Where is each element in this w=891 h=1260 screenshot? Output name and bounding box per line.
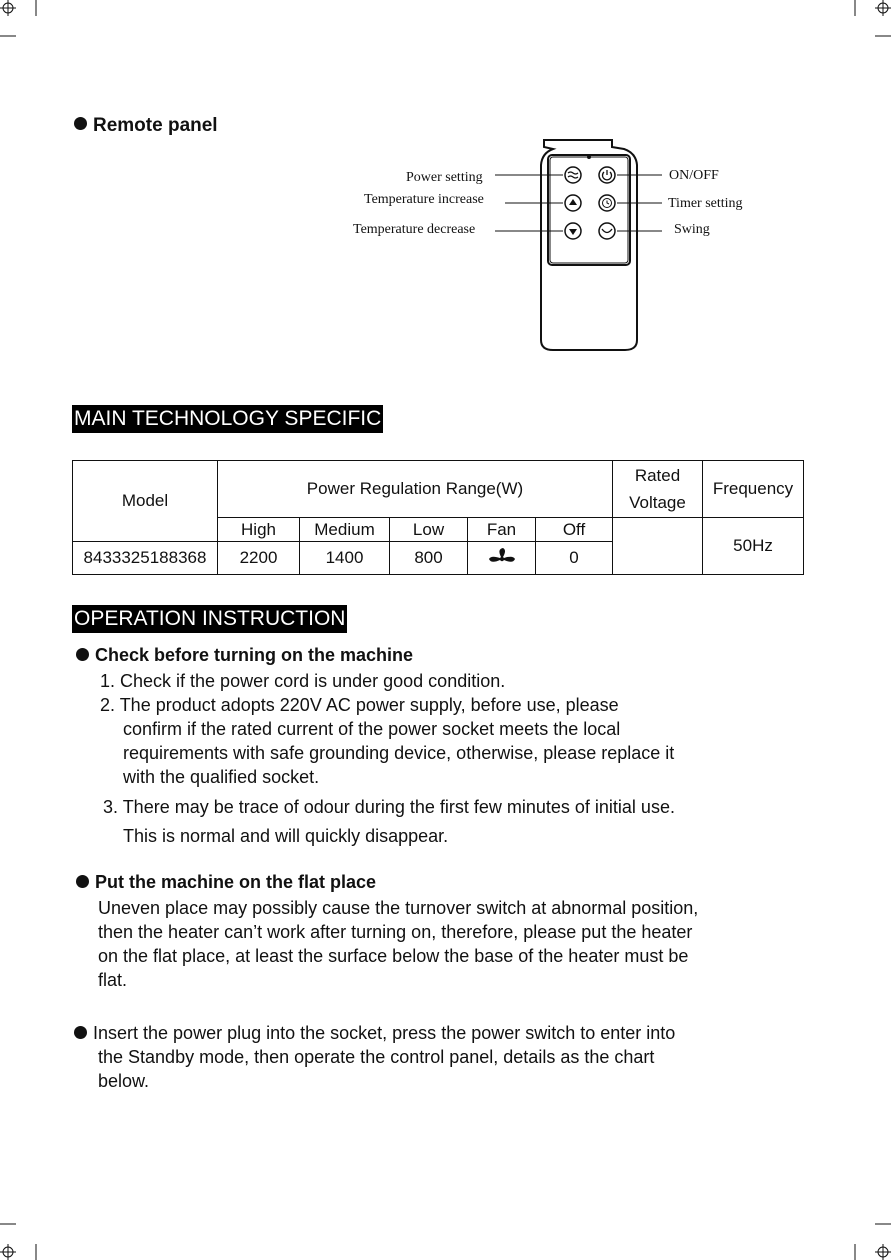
- level-fan: Fan: [468, 518, 536, 542]
- label-temperature-decrease: Temperature decrease: [353, 222, 476, 237]
- check-item-2-line-2: confirm if the rated current of the power socket meets the local: [123, 719, 621, 739]
- bullet-icon: [76, 648, 89, 661]
- cell-rated-voltage: [613, 518, 703, 575]
- check-item-2-line-3: requirements with safe grounding device, otherwise, please replace it: [123, 743, 675, 763]
- header-frequency: Frequency: [703, 461, 804, 518]
- spec-table: [72, 460, 804, 575]
- fan-icon: [487, 547, 517, 569]
- label-temperature-increase: Temperature increase: [364, 192, 484, 207]
- bullet-icon: [74, 1026, 87, 1039]
- label-on-off: ON/OFF: [669, 168, 719, 183]
- flat-line-2: then the heater can’t work after turning on, therefore, please put the heater: [98, 922, 693, 942]
- cell-high: 2200: [218, 542, 300, 575]
- bullet-icon: [76, 875, 89, 888]
- flat-line-3: on the flat place, at least the surface below the base of the heater must be: [98, 946, 689, 966]
- check-item-2-line-4: with the qualified socket.: [123, 767, 320, 787]
- spec-banner: MAIN TECHNOLOGY SPECIFIC: [72, 405, 383, 433]
- cell-off: 0: [536, 542, 613, 575]
- label-power-setting: Power setting: [406, 170, 483, 185]
- cell-low: 800: [390, 542, 468, 575]
- flat-line-1: Uneven place may possibly cause the turnover switch at abnormal position,: [98, 898, 699, 918]
- leader-lines: [490, 165, 670, 235]
- insert-line-2: the Standby mode, then operate the control panel, details as the chart: [98, 1047, 655, 1067]
- operation-banner: OPERATION INSTRUCTION: [72, 605, 347, 633]
- level-medium: Medium: [300, 518, 390, 542]
- check-item-1: 1. Check if the power cord is under good condition.: [100, 671, 506, 691]
- level-high: High: [218, 518, 300, 542]
- remote-panel-heading: Remote panel: [74, 115, 218, 137]
- cell-medium: 1400: [300, 542, 390, 575]
- level-off: Off: [536, 518, 613, 542]
- flat-line-4: flat.: [98, 970, 128, 990]
- label-timer-setting: Timer setting: [668, 196, 743, 211]
- cell-model: 8433325188368: [73, 542, 218, 575]
- insert-line-1: Insert the power plug into the socket, press the power switch to enter into: [74, 1021, 675, 1045]
- label-swing: Swing: [674, 222, 710, 237]
- flat-heading: Put the machine on the flat place: [76, 872, 376, 893]
- check-item-3-line-2: This is normal and will quickly disappear.: [123, 826, 449, 846]
- level-low: Low: [390, 518, 468, 542]
- header-rated-voltage: Rated Voltage: [613, 461, 703, 518]
- cell-frequency: 50Hz: [703, 518, 804, 575]
- check-item-2-line-1: 2. The product adopts 220V AC power supply, before use, please: [100, 695, 619, 715]
- check-item-3-line-1: 3. There may be trace of odour during the first few minutes of initial use.: [103, 797, 675, 817]
- header-model: Model: [73, 461, 218, 542]
- bullet-icon: [74, 117, 87, 130]
- header-power-range: Power Regulation Range(W): [218, 461, 613, 518]
- check-heading: Check before turning on the machine: [76, 645, 413, 666]
- cell-fan: [468, 542, 536, 575]
- insert-line-3: below.: [98, 1071, 150, 1091]
